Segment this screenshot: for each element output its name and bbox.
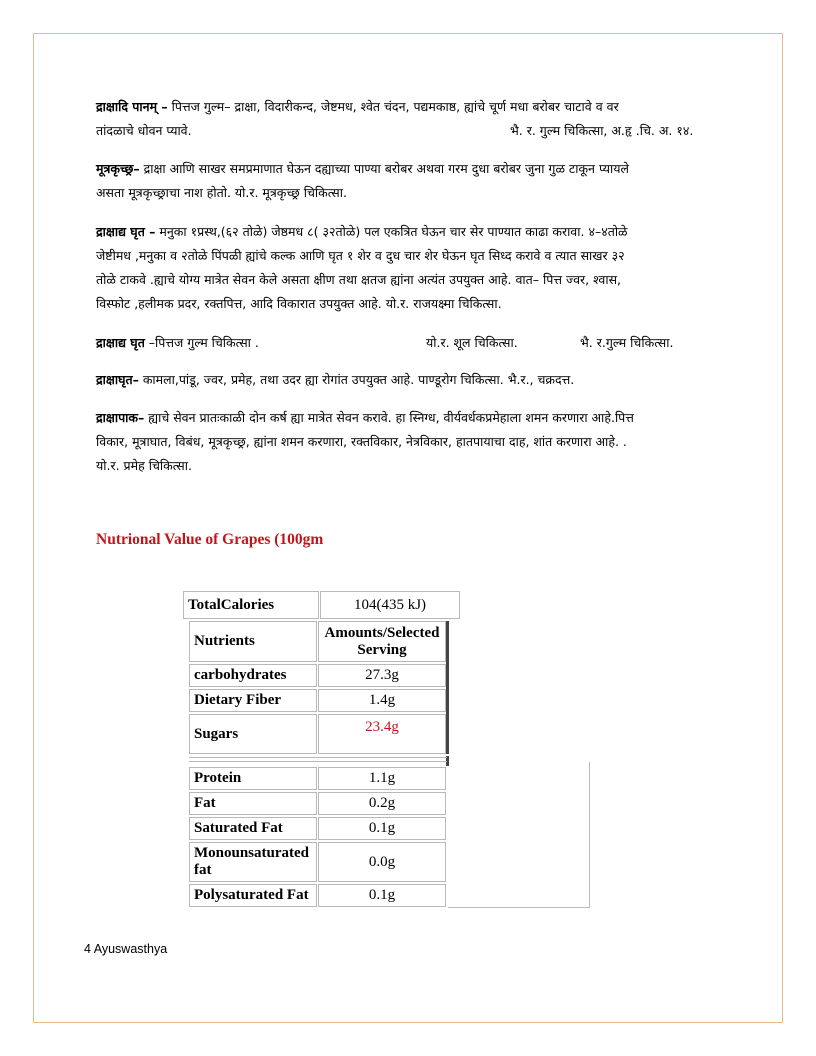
table-divider <box>189 761 447 762</box>
paragraph-text: जेष्टीमध ,मनुका व २तोळे पिंपळी ह्यांचे कल्क आणि घृत १ शेर व दुध चार शेर घेऊन घृत सिध्द करावे व त्यात साखर ३२ <box>96 248 625 263</box>
paragraph-term: द्राक्षादि पानम् – <box>96 99 168 114</box>
nutrient-name: Sugars <box>189 714 317 754</box>
nutrient-name: Monounsaturated fat <box>189 842 317 882</box>
table-edge-bar <box>446 621 449 754</box>
paragraph-text: तोळे टाकवे .ह्याचे योग्य मात्रेत सेवन केले असता क्षीण तथा क्षतज ह्यांना अत्यंत उपयुक्त आहे. वात– पित्त ज्वर, श्वास, <box>96 272 622 287</box>
paragraph-line <box>96 157 720 181</box>
paragraph-line <box>96 244 720 268</box>
paragraph-text: पित्तज गुल्म– द्राक्षा, विदारीकन्द, जेष्टमध, श्वेत चंदन, पद्यमकाष्ठ, ह्यांचे चूर्ण मधा बरोबर चाटावे व वर <box>167 99 619 114</box>
page-footer: 4 Ayuswasthya <box>84 942 168 956</box>
paragraph-text: असता मूत्रकृच्छ्राचा नाश होतो. यो.र. मूत्रकृच्छ्र चिकित्सा. <box>96 185 347 200</box>
paragraph-line <box>96 181 720 205</box>
total-calories-value: 104(435 kJ) <box>320 591 460 619</box>
section-heading: Nutrional Value of Grapes (100gm <box>96 531 324 548</box>
paragraph-draksha-panam <box>96 95 720 143</box>
paragraph-text: तांदळाचे धोवन प्यावे. <box>96 123 192 138</box>
paragraph-line <box>96 220 720 244</box>
nutrient-amount: 1.4g <box>318 689 446 712</box>
nutrient-amount: 0.2g <box>318 792 446 815</box>
nutrient-amount: 0.1g <box>318 884 446 907</box>
paragraph-line <box>96 430 720 454</box>
nutrient-amount: 27.3g <box>318 664 446 687</box>
nutrient-name: Polysaturated Fat <box>189 884 317 907</box>
paragraph-text: यो.र. प्रमेह चिकित्सा. <box>96 458 192 473</box>
paragraph-line <box>96 368 720 392</box>
nutrient-name: Fat <box>189 792 317 815</box>
paragraph-drakshadya-ghrut <box>96 220 720 316</box>
paragraph-reference: यो.र. शूल चिकित्सा. <box>426 335 518 350</box>
paragraph-line <box>96 268 720 292</box>
paragraph-text: विस्फोट ,हलीमक प्रदर, रक्तपित्त, आदि विकारात उपयुक्त आहे. यो.र. राजयक्ष्मा चिकित्सा. <box>96 296 502 311</box>
paragraph-drakshapak <box>96 406 720 478</box>
paragraph-line <box>96 95 720 119</box>
paragraph-text: विकार, मूत्राघात, विबंध, मूत्रकृच्छ्र, ह्यांना शमन करणारा, रक्तविकार, नेत्रविकार, हातपायाचा दाह, शांत करणारा आहे. . <box>96 434 627 449</box>
paragraph-line <box>96 331 720 355</box>
paragraph-drakshaghrut <box>96 368 720 392</box>
paragraph-term: मूत्रकृच्छ्र– <box>96 161 140 176</box>
nutrient-name: Protein <box>189 767 317 790</box>
paragraph-term: द्राक्षाद्य घृत <box>96 335 145 350</box>
paragraph-mutrakrichra <box>96 157 720 205</box>
paragraph-line <box>96 406 720 430</box>
paragraph-reference: भै. र.गुल्म चिकित्सा. <box>580 335 674 350</box>
paragraph-text: मनुका १प्रस्थ,(६२ तोळे) जेष्ठमध ८( ३२तोळे) पल एकत्रित घेऊन चार सेर पाण्यात काढा करावा. ४–४तोळे <box>155 224 628 239</box>
nutrient-name: carbohydrates <box>189 664 317 687</box>
nutrient-name: Saturated Fat <box>189 817 317 840</box>
nutrient-amount: 1.1g <box>318 767 446 790</box>
paragraph-reference: भै. र. गुल्म चिकित्सा, अ.हृ .चि. अ. १४. <box>510 123 694 138</box>
nutrient-amount: 0.1g <box>318 817 446 840</box>
nutrients-header: Nutrients <box>189 621 317 662</box>
paragraph-text: द्राक्षा आणि साखर समप्रमाणात घेऊन दह्याच्या पाण्या बरोबर अथवा गरम दुधा बरोबर जुना गुळ टाकून प्यायले <box>139 161 629 176</box>
paragraph-term: द्राक्षाघृत– <box>96 372 139 387</box>
paragraph-term: द्राक्षापाक– <box>96 410 145 425</box>
paragraph-line <box>96 292 720 316</box>
paragraph-text: ह्याचे सेवन प्रातःकाळी दोन कर्ष ह्या मात्रेत सेवन करावे. हा स्निग्ध, वीर्यवर्धकप्रमेहाला शमन करणारा आहे.पित्त <box>144 410 634 425</box>
paragraph-term: द्राक्षाद्य घृत – <box>96 224 156 239</box>
paragraph-text: –पित्तज गुल्म चिकित्सा . <box>144 335 259 350</box>
paragraph-line <box>96 454 720 478</box>
amounts-header: Amounts/Selected Serving <box>318 621 446 662</box>
paragraph-text: कामला,पांडू, ज्वर, प्रमेह, तथा उदर ह्या रोगांत उपयुक्त आहे. पाण्डूरोग चिकित्सा. भै.र., चक्रदत्त. <box>138 372 575 387</box>
paragraph-line <box>96 119 720 143</box>
table-frame <box>448 762 590 908</box>
nutrient-amount: 0.0g <box>318 842 446 882</box>
paragraph-drakshadya-ghrut-2 <box>96 331 720 355</box>
nutrient-amount-highlight: 23.4g <box>318 714 446 754</box>
total-calories-label: TotalCalories <box>183 591 319 619</box>
table-divider <box>189 757 447 758</box>
nutrient-name: Dietary Fiber <box>189 689 317 712</box>
